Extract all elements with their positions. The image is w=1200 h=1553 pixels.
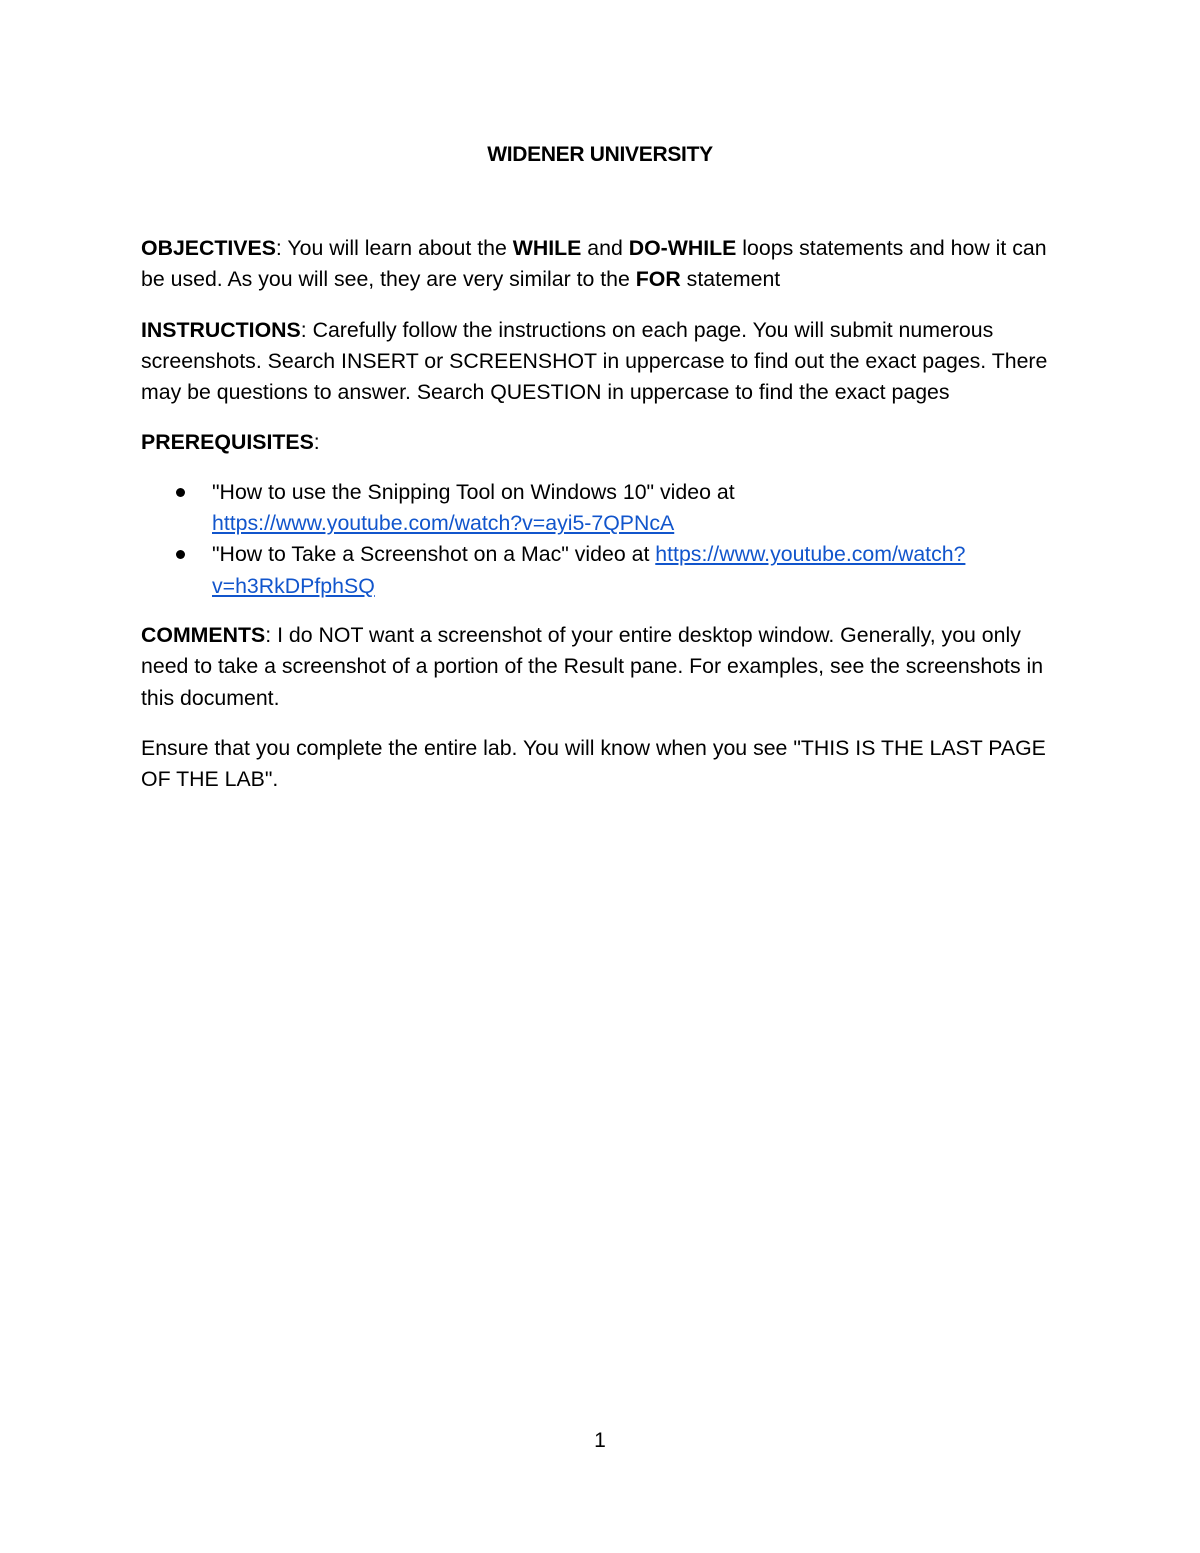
prerequisites-heading: [141, 427, 1061, 458]
objectives-text-3: loops statements and how it can be used. As you will see, they are very similar to the: [141, 236, 1047, 292]
bullet-icon: [176, 550, 185, 559]
instructions-paragraph: [141, 315, 1061, 409]
objectives-text-1: : You will learn about the: [275, 236, 513, 260]
snipping-tool-video-link[interactable]: https://www.youtube.com/watch?v=ayi5-7QPNcA: [212, 511, 675, 536]
ensure-paragraph: Ensure that you complete the entire lab. You will know when you see "THIS IS THE LAST PAGE OF THE LAB".: [141, 735, 1046, 792]
objectives-while: WHILE: [512, 236, 582, 260]
prerequisites-colon: :: [313, 430, 320, 455]
document-title: WIDENER UNIVERSITY: [487, 143, 713, 166]
prerequisites-label: PREREQUISITES: [141, 430, 314, 455]
prerequisites-list: [141, 477, 1061, 602]
objectives-text-2: and: [581, 236, 629, 260]
objectives-text-4: statement: [680, 267, 781, 292]
objectives-paragraph: [141, 233, 1061, 296]
list-item: [141, 539, 1061, 602]
instructions-text: : Carefully follow the instructions on each page. You will submit numerous screenshots. Search INSERT or SCREENSHOT in uppercase to find out the exact pages. There may be questions to answer. Search QUESTION in uppercase to find the exact pages: [141, 317, 1048, 405]
objectives-label: OBJECTIVES: [141, 236, 276, 260]
comments-paragraph: [141, 620, 1061, 714]
document-body: [141, 233, 1061, 814]
prerequisite-text-1: "How to use the Snipping Tool on Windows 10" video at: [212, 479, 735, 504]
mac-screenshot-video-link[interactable]: https://www.youtube.com/watch?v=h3RkDPfphSQ: [212, 542, 966, 598]
page-number: 1: [594, 1429, 606, 1452]
bullet-icon: [176, 488, 185, 497]
prerequisite-text-2: "How to Take a Screenshot on a Mac" video at: [212, 542, 656, 567]
comments-text: : I do NOT want a screenshot of your entire desktop window. Generally, you only need to take a screenshot of a portion of the Result pane. For examples, see the screenshots in this document.: [141, 622, 1044, 710]
objectives-do-while: DO-WHILE: [628, 236, 737, 260]
list-item: [141, 477, 1061, 540]
comments-label: COMMENTS: [141, 622, 266, 647]
instructions-label: INSTRUCTIONS: [141, 317, 301, 342]
objectives-for: FOR: [635, 267, 681, 292]
